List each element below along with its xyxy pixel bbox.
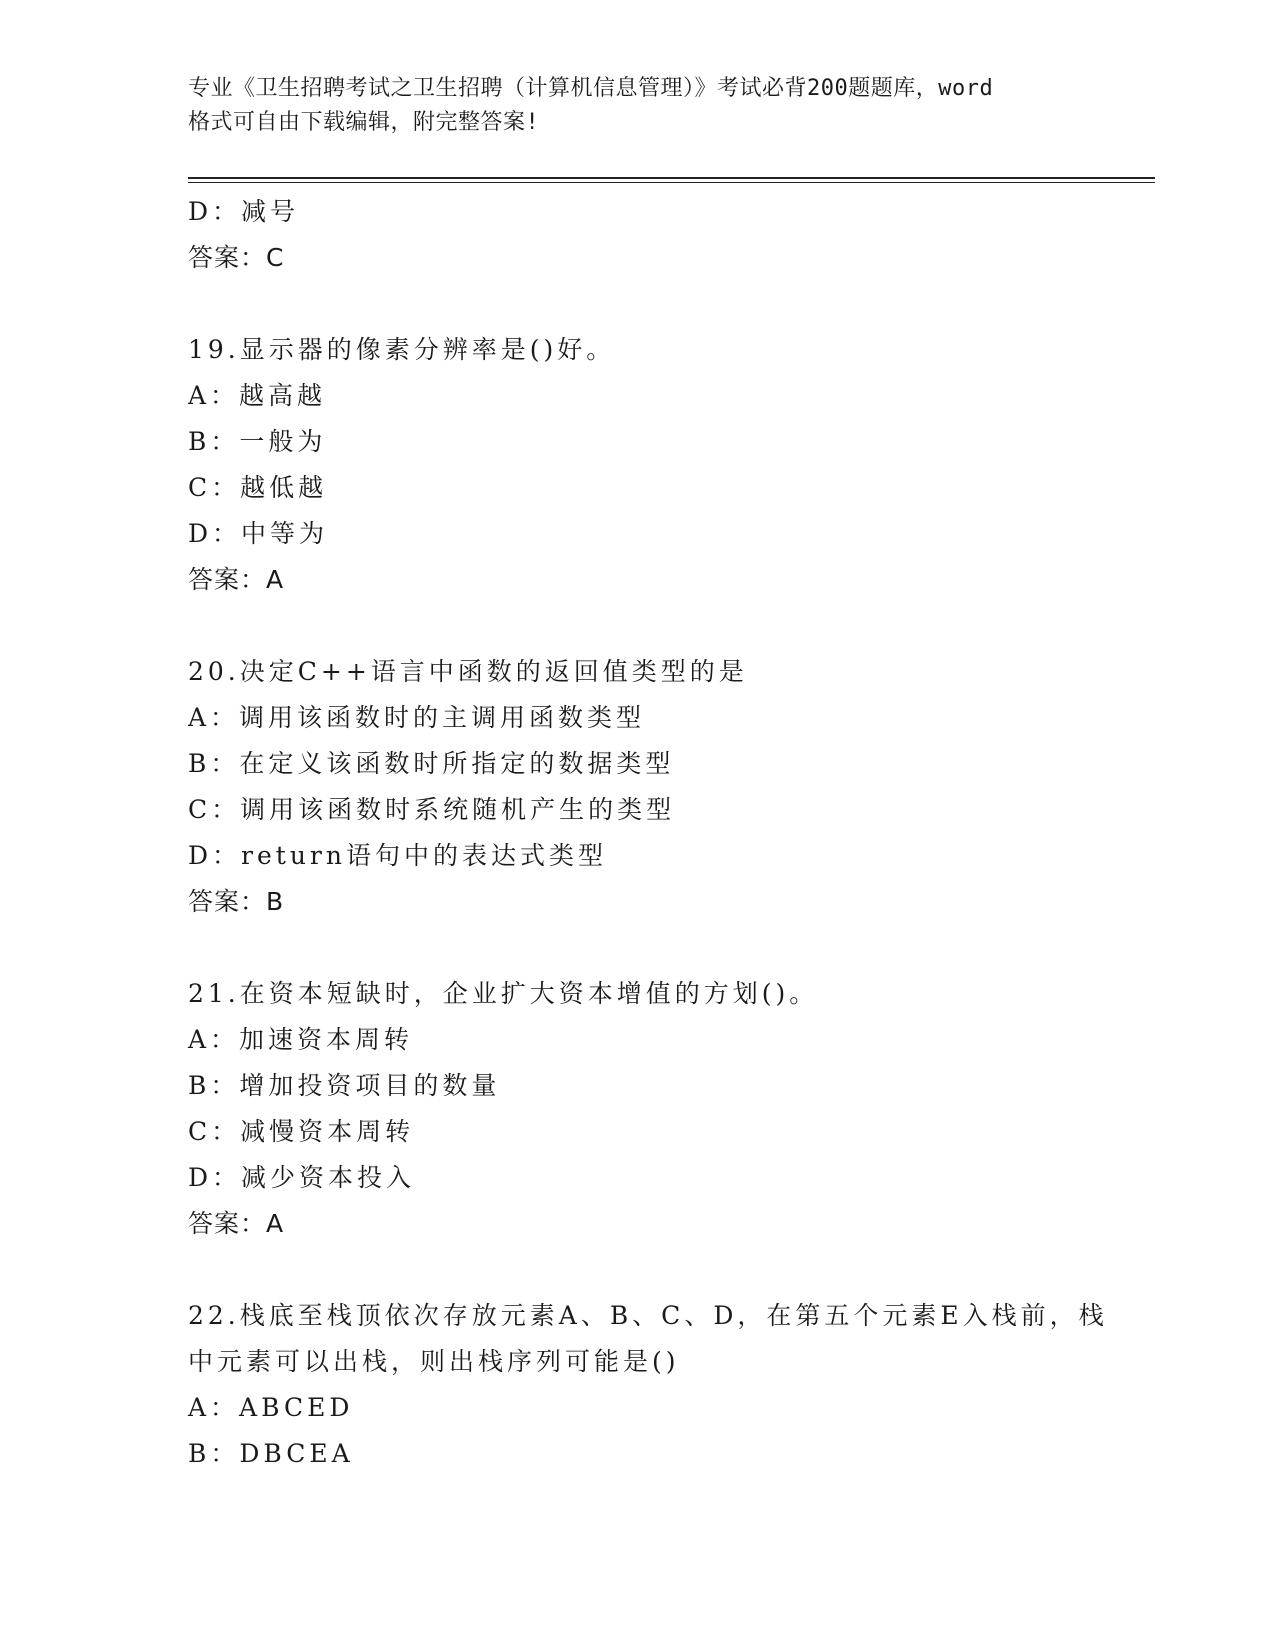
option-d: D：return语句中的表达式类型 (188, 841, 607, 870)
answer-line: 答案：A (188, 565, 285, 594)
option-a: A：ABCED (188, 1393, 354, 1422)
spacer (188, 281, 1118, 327)
spacer (188, 1247, 1118, 1293)
header-divider-thick (188, 177, 1155, 179)
header-line-2: 格式可自由下载编辑，附完整答案! (188, 110, 540, 135)
spacer (188, 925, 1118, 971)
header-line-1: 专业《卫生招聘考试之卫生招聘（计算机信息管理）》考试必背200题题库，word (188, 76, 994, 101)
header-divider-thin (188, 182, 1155, 183)
spacer (188, 603, 1118, 649)
question-list (188, 189, 1118, 1477)
question-text: 19.显示器的像素分辨率是()好。 (188, 335, 616, 364)
question-text: 20.决定C++语言中函数的返回值类型的是 (188, 657, 748, 686)
answer-line: 答案：A (188, 1209, 285, 1238)
option-d: D：减号 (188, 197, 300, 226)
option-b: B：DBCEA (188, 1439, 354, 1468)
option-b: B：增加投资项目的数量 (188, 1071, 501, 1100)
question-22 (188, 1293, 1118, 1477)
option-a: A：调用该函数时的主调用函数类型 (188, 703, 646, 732)
answer-line: 答案：B (188, 887, 285, 916)
option-c: C：越低越 (188, 473, 328, 502)
option-b: B：一般为 (188, 427, 327, 456)
option-d: D：中等为 (188, 519, 329, 548)
document-header (188, 72, 1088, 140)
answer-line: 答案：C (188, 243, 285, 272)
option-d: D：减少资本投入 (188, 1163, 416, 1192)
question-21 (188, 971, 1118, 1247)
option-c: C：减慢资本周转 (188, 1117, 415, 1146)
option-a: A：越高越 (188, 381, 327, 410)
option-a: A：加速资本周转 (188, 1025, 414, 1054)
question-text-line-1: 22.栈底至栈顶依次存放元素A、B、C、D，在第五个元素E入栈前，栈 (188, 1301, 1108, 1330)
option-c: C：调用该函数时系统随机产生的类型 (188, 795, 676, 824)
question-text-line-2: 中元素可以出栈，则出栈序列可能是() (188, 1347, 680, 1376)
question-19 (188, 327, 1118, 603)
question-20 (188, 649, 1118, 925)
option-b: B：在定义该函数时所指定的数据类型 (188, 749, 675, 778)
question-text: 21.在资本短缺时，企业扩大资本增值的方划()。 (188, 979, 819, 1008)
